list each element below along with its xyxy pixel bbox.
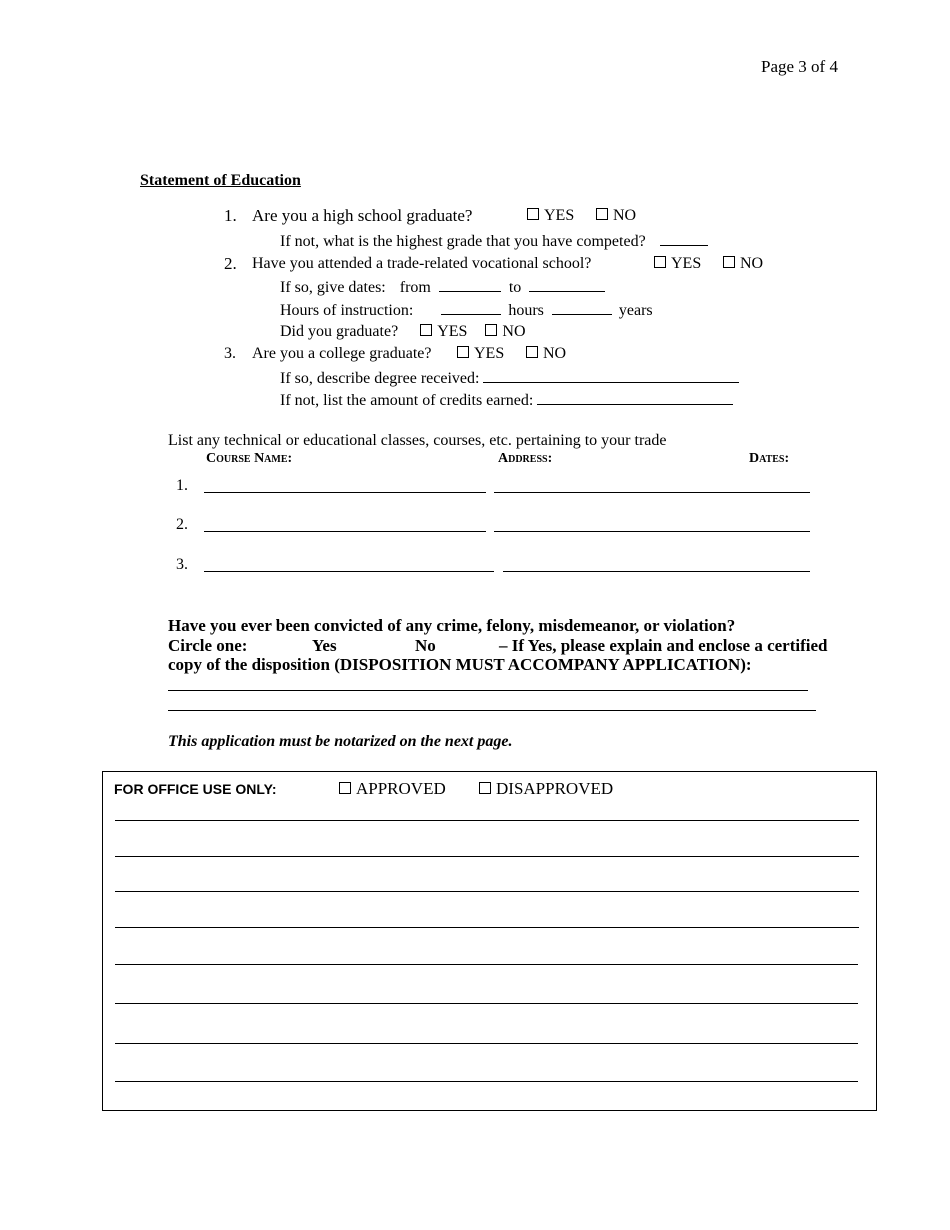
q2-hours-row: Hours of instruction: hours years	[280, 302, 653, 319]
office-use-label: FOR OFFICE USE ONLY:	[114, 781, 277, 797]
course-name-line[interactable]	[204, 492, 486, 493]
hours-blank[interactable]	[441, 300, 501, 315]
office-note-line[interactable]	[115, 891, 859, 892]
q1-yes-option[interactable]: YES	[527, 207, 574, 225]
office-note-line[interactable]	[115, 1003, 858, 1004]
checkbox-icon[interactable]	[485, 324, 497, 336]
course-name-line[interactable]	[204, 531, 486, 532]
office-note-line[interactable]	[115, 856, 859, 857]
checkbox-icon[interactable]	[339, 782, 351, 794]
office-note-line[interactable]	[115, 1081, 858, 1082]
question-text: Are you a high school graduate?	[252, 206, 473, 225]
q3-no-option[interactable]: NO	[526, 345, 566, 363]
checkbox-icon[interactable]	[526, 346, 538, 358]
office-note-line[interactable]	[115, 964, 858, 965]
question-text: Are you a college graduate?	[252, 345, 432, 362]
course-row-number: 3.	[176, 556, 188, 573]
section-title: Statement of Education	[140, 172, 301, 189]
q2-dates-row: If so, give dates: from to	[280, 277, 605, 297]
approved-option[interactable]: APPROVED	[339, 779, 446, 799]
courses-intro: List any technical or educational classes, courses, etc. pertaining to your trade	[168, 432, 667, 449]
course-name-header: Course Name:	[206, 451, 293, 466]
conviction-yes-option[interactable]: Yes	[312, 636, 337, 655]
office-note-line[interactable]	[115, 927, 859, 928]
conviction-no-option[interactable]: No	[415, 636, 436, 655]
q3-credits-row: If not, list the amount of credits earned:	[280, 390, 733, 410]
checkbox-icon[interactable]	[457, 346, 469, 358]
q2-graduate-row: Did you graduate? YES NO	[280, 323, 526, 340]
course-name-line[interactable]	[204, 571, 494, 572]
conviction-explain-line-2: copy of the disposition (DISPOSITION MUST ACCOMPANY APPLICATION):	[168, 655, 752, 674]
explanation-line[interactable]	[168, 710, 816, 711]
q2-yes-option[interactable]: YES	[654, 255, 701, 273]
checkbox-icon[interactable]	[527, 208, 539, 220]
from-date-blank[interactable]	[439, 277, 501, 292]
course-row-number: 2.	[176, 516, 188, 533]
q2-grad-yes-option[interactable]: YES	[420, 323, 467, 340]
question-number: 3.	[224, 345, 236, 362]
course-address-line[interactable]	[494, 531, 810, 532]
checkbox-icon[interactable]	[723, 256, 735, 268]
address-header: Address:	[498, 451, 553, 466]
q1-subquestion: If not, what is the highest grade that you have competed?	[280, 231, 708, 251]
q1-no-option[interactable]: NO	[596, 207, 636, 225]
course-address-line[interactable]	[503, 571, 810, 572]
page-number: Page 3 of 4	[761, 57, 838, 76]
years-blank[interactable]	[552, 300, 612, 315]
grade-blank[interactable]	[660, 231, 708, 246]
course-address-line[interactable]	[494, 492, 810, 493]
credits-blank[interactable]	[537, 390, 733, 405]
conviction-question: Have you ever been convicted of any crime, felony, misdemeanor, or violation?	[168, 616, 736, 635]
office-use-box	[102, 771, 877, 1111]
q3-degree-row: If so, describe degree received:	[280, 368, 739, 388]
question-text: Have you attended a trade-related vocational school?	[252, 255, 592, 272]
question-number: 1.	[224, 206, 237, 225]
conviction-explain-line-1: – If Yes, please explain and enclose a certified	[499, 636, 828, 655]
disapproved-option[interactable]: DISAPPROVED	[479, 779, 613, 799]
q2-grad-no-option[interactable]: NO	[485, 323, 525, 340]
course-row-number: 1.	[176, 477, 188, 494]
checkbox-icon[interactable]	[596, 208, 608, 220]
q2-no-option[interactable]: NO	[723, 255, 763, 273]
degree-blank[interactable]	[483, 368, 739, 383]
circle-one-label: Circle one:	[168, 636, 248, 655]
checkbox-icon[interactable]	[479, 782, 491, 794]
office-note-line[interactable]	[115, 1043, 858, 1044]
office-note-line[interactable]	[115, 820, 859, 821]
dates-header: Dates:	[749, 451, 790, 466]
checkbox-icon[interactable]	[420, 324, 432, 336]
checkbox-icon[interactable]	[654, 256, 666, 268]
q3-yes-option[interactable]: YES	[457, 345, 504, 363]
to-date-blank[interactable]	[529, 277, 605, 292]
explanation-line[interactable]	[168, 690, 808, 691]
question-number: 2.	[224, 254, 237, 273]
notary-note: This application must be notarized on the next page.	[168, 733, 513, 750]
